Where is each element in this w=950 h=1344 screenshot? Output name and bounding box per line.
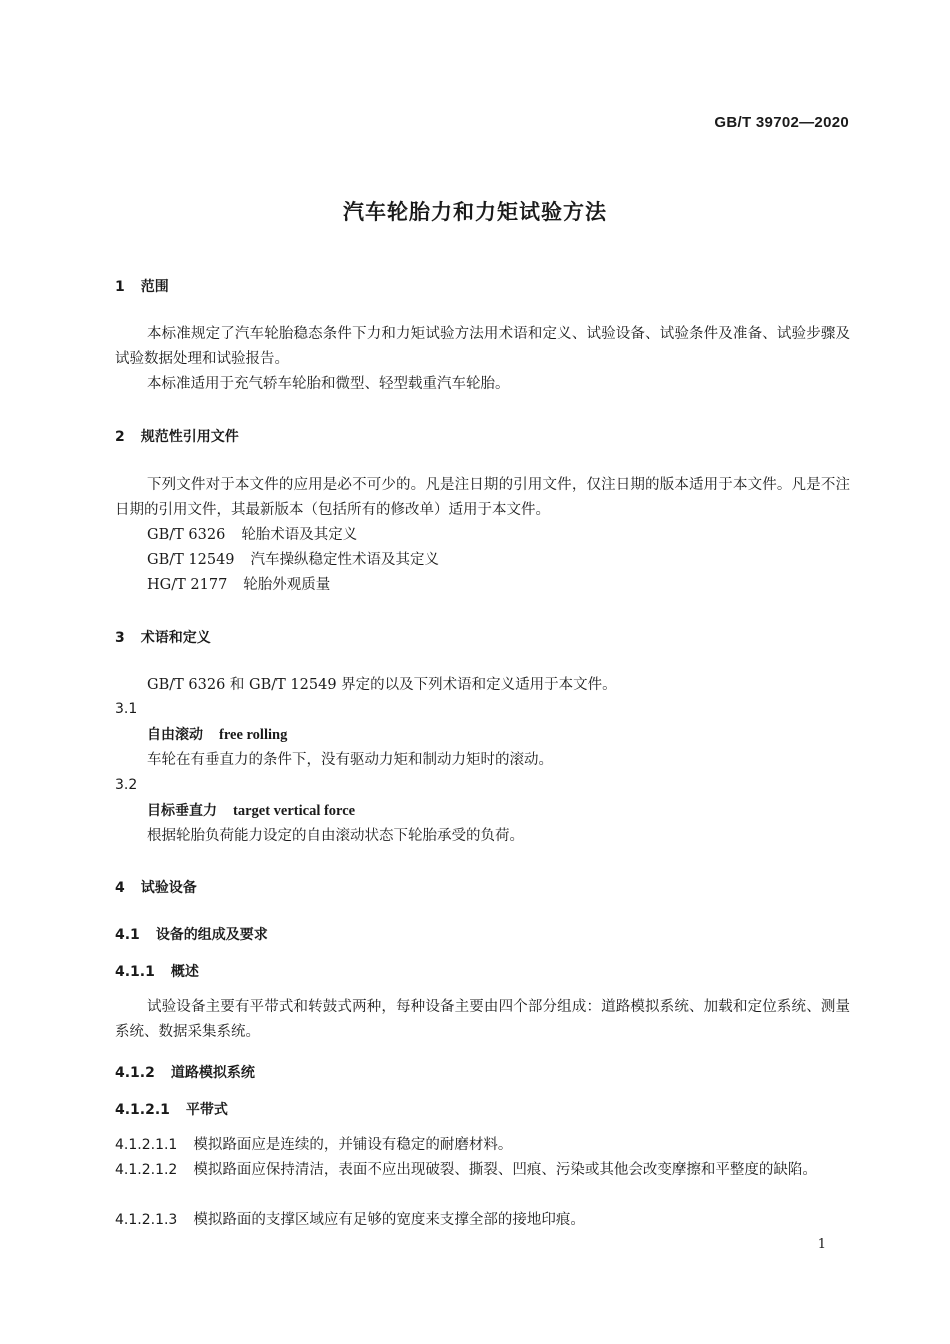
paragraph: 本标准规定了汽车轮胎稳态条件下力和力矩试验方法用术语和定义、试验设备、试验条件及准备、试验步骤及试验数据处理和试验报告。 (115, 326, 850, 367)
term-number: 3.2 (115, 777, 138, 793)
section-number: 1 (115, 279, 125, 295)
term-heading: 目标垂直力 target vertical force (147, 803, 356, 819)
term-definition: 根据轮胎负荷能力设定的自由滚动状态下轮胎承受的负荷。 (147, 828, 524, 844)
section-4-heading (115, 877, 197, 897)
section-title: 范围 (140, 279, 169, 295)
section-number: 3 (115, 630, 125, 646)
page-number: 1 (817, 1237, 826, 1252)
section-1-heading (115, 276, 169, 296)
subsection-4-1-heading: 4.1 设备的组成及要求 (115, 927, 268, 943)
term-definition: 车轮在有垂直力的条件下，没有驱动力矩和制动力矩时的滚动。 (147, 752, 553, 768)
document-title: 汽车轮胎力和力矩试验方法 (343, 200, 607, 224)
standard-code: GB/T 39702—2020 (714, 114, 849, 131)
subsection-4-1-1-heading: 4.1.1 概述 (115, 964, 199, 980)
section-title: 试验设备 (140, 880, 197, 896)
section-2-heading (115, 426, 239, 446)
paragraph: 本标准适用于充气轿车轮胎和微型、轻型载重汽车轮胎。 (147, 376, 510, 392)
reference-item: HG/T 2177 轮胎外观质量 (147, 577, 331, 593)
section-title: 规范性引用文件 (140, 429, 239, 445)
clause: 4.1.2.1.1 模拟路面应是连续的，并铺设有稳定的耐磨材料。 (115, 1137, 513, 1153)
paragraph: GB/T 6326 和 GB/T 12549 界定的以及下列术语和定义适用于本文件。 (147, 677, 617, 693)
reference-item: GB/T 6326 轮胎术语及其定义 (147, 527, 358, 543)
term-heading: 自由滚动 free rolling (147, 727, 288, 743)
subsection-4-1-2-heading: 4.1.2 道路模拟系统 (115, 1065, 255, 1081)
clause: 4.1.2.1.3 模拟路面的支撑区域应有足够的宽度来支撑全部的接地印痕。 (115, 1212, 585, 1228)
term-number: 3.1 (115, 701, 138, 717)
paragraph: 试验设备主要有平带式和转鼓式两种，每种设备主要由四个部分组成：道路模拟系统、加载和定位系统、测量系统、数据采集系统。 (115, 999, 850, 1040)
paragraph: 下列文件对于本文件的应用是必不可少的。凡是注日期的引用文件，仅注日期的版本适用于本文件。凡是不注日期的引用文件，其最新版本（包括所有的修改单）适用于本文件。 (115, 477, 850, 518)
section-number: 2 (115, 429, 125, 445)
section-3-heading (115, 627, 211, 647)
section-title: 术语和定义 (140, 630, 211, 646)
clause: 4.1.2.1.2 模拟路面应保持清洁，表面不应出现破裂、撕裂、凹痕、污染或其他会改变摩擦和平整度的缺陷。 (115, 1162, 817, 1178)
subsection-4-1-2-1-heading: 4.1.2.1 平带式 (115, 1102, 228, 1118)
reference-item: GB/T 12549 汽车操纵稳定性术语及其定义 (147, 552, 440, 568)
section-number: 4 (115, 880, 125, 896)
